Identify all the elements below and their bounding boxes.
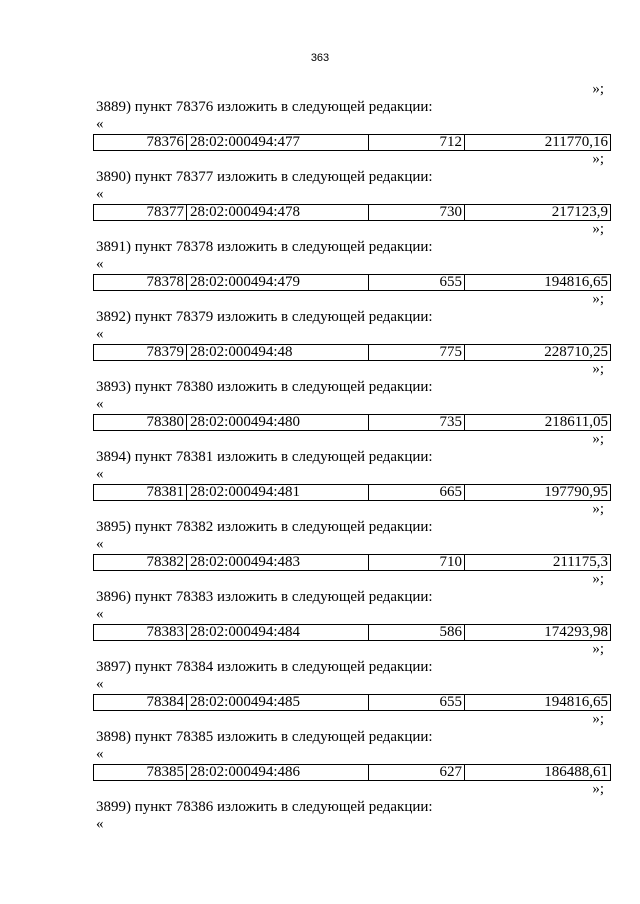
item-table xyxy=(93,134,611,152)
item-table xyxy=(93,764,611,782)
area-cell: 710 xyxy=(369,554,465,571)
clause-heading: 3892) пункт 78379 изложить в следующей редакции: xyxy=(96,308,433,325)
close-quote: »; xyxy=(592,151,604,167)
item-number-cell: 78376 xyxy=(94,134,187,151)
item-number-cell: 78385 xyxy=(94,764,187,781)
item-table xyxy=(93,484,611,502)
clause xyxy=(0,519,640,589)
open-quote: « xyxy=(96,606,104,622)
clause-heading: 3889) пункт 78376 изложить в следующей редакции: xyxy=(96,98,433,115)
open-quote: « xyxy=(96,676,104,692)
close-quote: »; xyxy=(592,781,604,797)
value-cell: 228710,25 xyxy=(465,344,611,361)
clause-heading: 3895) пункт 78382 изложить в следующей редакции: xyxy=(96,518,433,535)
close-quote: »; xyxy=(592,361,604,377)
table-row xyxy=(94,624,611,641)
item-table xyxy=(93,414,611,432)
value-cell: 194816,65 xyxy=(465,694,611,711)
area-cell: 665 xyxy=(369,484,465,501)
clause xyxy=(0,309,640,379)
area-cell: 775 xyxy=(369,344,465,361)
document-body xyxy=(0,81,640,834)
area-cell: 655 xyxy=(369,274,465,291)
value-cell: 217123,9 xyxy=(465,204,611,221)
clause xyxy=(0,239,640,309)
page-number: 363 xyxy=(310,52,330,64)
table-row xyxy=(94,764,611,781)
item-table xyxy=(93,344,611,362)
clause xyxy=(0,589,640,659)
cadastral-number-cell: 28:02:000494:484 xyxy=(187,624,369,641)
close-quote: »; xyxy=(592,571,604,587)
cadastral-number-cell: 28:02:000494:486 xyxy=(187,764,369,781)
open-quote: « xyxy=(96,466,104,482)
value-cell: 197790,95 xyxy=(465,484,611,501)
close-quote: »; xyxy=(592,501,604,517)
value-cell: 174293,98 xyxy=(465,624,611,641)
close-quote: »; xyxy=(592,431,604,447)
close-quote: »; xyxy=(592,641,604,657)
open-quote: « xyxy=(96,326,104,342)
clause xyxy=(0,99,640,169)
item-number-cell: 78379 xyxy=(94,344,187,361)
item-number-cell: 78383 xyxy=(94,624,187,641)
item-number-cell: 78378 xyxy=(94,274,187,291)
area-cell: 586 xyxy=(369,624,465,641)
clause-heading: 3897) пункт 78384 изложить в следующей редакции: xyxy=(96,658,433,675)
close-quote: »; xyxy=(592,291,604,307)
value-cell: 211175,3 xyxy=(465,554,611,571)
open-quote: « xyxy=(96,746,104,762)
clause xyxy=(0,729,640,799)
clause-heading: 3891) пункт 78378 изложить в следующей редакции: xyxy=(96,238,433,255)
value-cell: 186488,61 xyxy=(465,764,611,781)
open-quote: « xyxy=(96,536,104,552)
close-quote: »; xyxy=(592,711,604,727)
open-quote: « xyxy=(96,256,104,272)
table-row xyxy=(94,274,611,291)
cadastral-number-cell: 28:02:000494:481 xyxy=(187,484,369,501)
close-quote: »; xyxy=(592,81,604,97)
item-table xyxy=(93,274,611,292)
clause-heading: 3894) пункт 78381 изложить в следующей редакции: xyxy=(96,448,433,465)
area-cell: 735 xyxy=(369,414,465,431)
area-cell: 730 xyxy=(369,204,465,221)
item-number-cell: 78377 xyxy=(94,204,187,221)
table-row xyxy=(94,204,611,221)
cadastral-number-cell: 28:02:000494:483 xyxy=(187,554,369,571)
item-number-cell: 78381 xyxy=(94,484,187,501)
item-number-cell: 78384 xyxy=(94,694,187,711)
table-row xyxy=(94,414,611,431)
clause-heading: 3896) пункт 78383 изложить в следующей редакции: xyxy=(96,588,433,605)
table-row xyxy=(94,694,611,711)
item-table xyxy=(93,204,611,222)
clause xyxy=(0,659,640,729)
value-cell: 194816,65 xyxy=(465,274,611,291)
clause xyxy=(0,379,640,449)
clause-list xyxy=(0,99,640,799)
item-table xyxy=(93,624,611,642)
cadastral-number-cell: 28:02:000494:479 xyxy=(187,274,369,291)
open-quote: « xyxy=(96,396,104,412)
item-number-cell: 78382 xyxy=(94,554,187,571)
cadastral-number-cell: 28:02:000494:485 xyxy=(187,694,369,711)
open-quote: « xyxy=(96,186,104,202)
clause xyxy=(0,449,640,519)
area-cell: 627 xyxy=(369,764,465,781)
cadastral-number-cell: 28:02:000494:477 xyxy=(187,134,369,151)
cadastral-number-cell: 28:02:000494:48 xyxy=(187,344,369,361)
open-quote: « xyxy=(96,816,104,832)
value-cell: 211770,16 xyxy=(465,134,611,151)
clause-heading: 3893) пункт 78380 изложить в следующей редакции: xyxy=(96,378,433,395)
item-number-cell: 78380 xyxy=(94,414,187,431)
clause xyxy=(0,799,640,834)
table-row xyxy=(94,484,611,501)
clause-heading: 3898) пункт 78385 изложить в следующей редакции: xyxy=(96,728,433,745)
table-row xyxy=(94,134,611,151)
open-quote: « xyxy=(96,116,104,132)
table-row xyxy=(94,344,611,361)
clause-heading: 3899) пункт 78386 изложить в следующей редакции: xyxy=(96,798,433,815)
area-cell: 655 xyxy=(369,694,465,711)
cadastral-number-cell: 28:02:000494:480 xyxy=(187,414,369,431)
clause-heading: 3890) пункт 78377 изложить в следующей редакции: xyxy=(96,168,433,185)
item-table xyxy=(93,694,611,712)
table-row xyxy=(94,554,611,571)
value-cell: 218611,05 xyxy=(465,414,611,431)
clause xyxy=(0,169,640,239)
item-table xyxy=(93,554,611,572)
cadastral-number-cell: 28:02:000494:478 xyxy=(187,204,369,221)
close-quote: »; xyxy=(592,221,604,237)
area-cell: 712 xyxy=(369,134,465,151)
